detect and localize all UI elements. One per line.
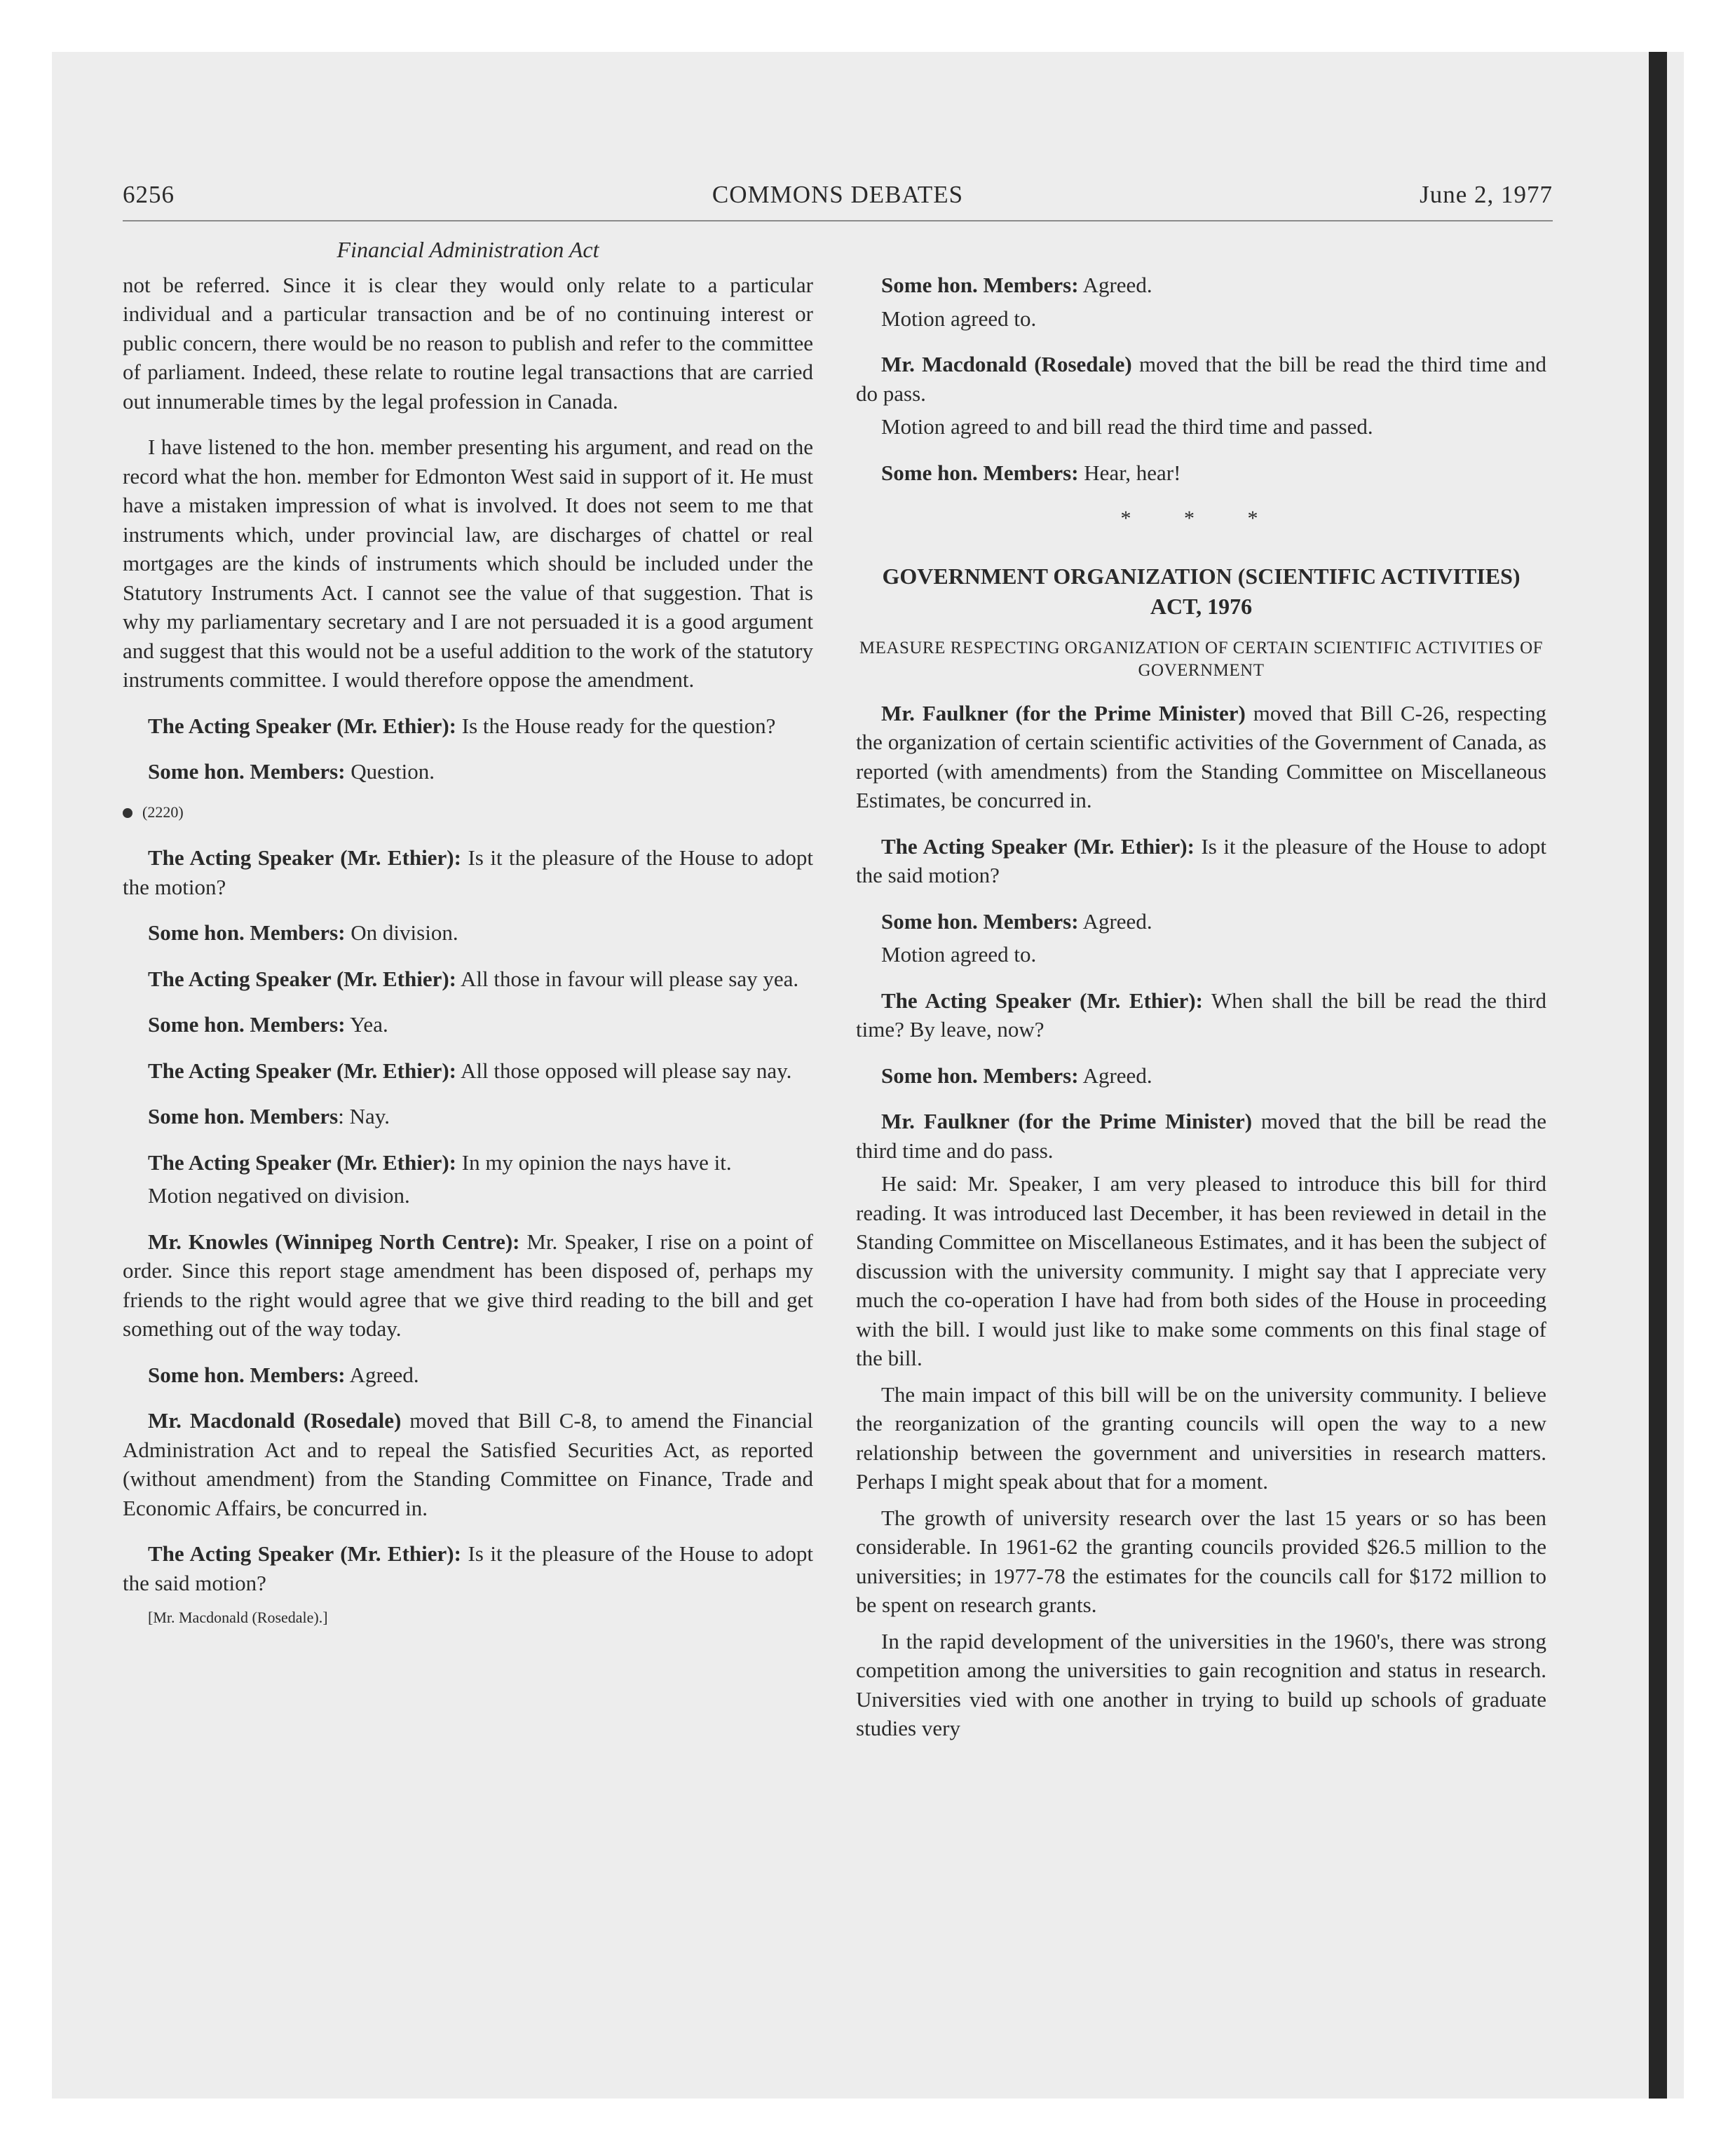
paragraph: I have listened to the hon. member presenting his argument, and read on the record what the hon. member for Edmonton West said in support of it. He must have a mistaken impression of what is involved. It does not seem to me that instruments which, under provincial law, are discharges of chattel or real mortgages are the kinds of instruments which should be included under the Statutory Instruments Act. I cannot see the value of that suggestion. That is why my parliamentary secretary and I are not persuaded it is a good argument and suggest that this would not be a useful addition to the work of the statutory instruments committee. I would therefore oppose the amendment. xyxy=(123,435,813,692)
speaker-name: Some hon. Members: xyxy=(148,920,346,945)
timestamp-text: (2220) xyxy=(142,803,184,821)
speaker-name: Some hon. Members: xyxy=(881,908,1079,934)
motion-result: Motion agreed to and bill read the third time and passed. xyxy=(881,414,1373,439)
page-number: 6256 xyxy=(123,181,175,208)
footnote: [Mr. Macdonald (Rosedale).] xyxy=(148,1609,328,1626)
speech-text: On division. xyxy=(345,920,458,945)
speech xyxy=(123,1360,813,1390)
speaker-name: Some hon. Members: xyxy=(148,759,346,784)
speaker-name: The Acting Speaker (Mr. Ethier): xyxy=(881,833,1195,859)
speaker-name: Mr. Faulkner (for the Prime Minister) xyxy=(881,700,1246,725)
speech-text: moved that the bill be read the third time and do pass. xyxy=(856,1109,1547,1163)
speech-text: Yea. xyxy=(345,1012,388,1037)
paragraph: The main impact of this bill will be on the university community. I believe the reorganization of the granting councils will open the way to a new relationship between the government and universities in research matters. Perhaps I might speak about that for a moment. xyxy=(856,1381,1546,1494)
speech-text: Question. xyxy=(345,759,435,784)
page-header xyxy=(123,181,1553,221)
speech-text: Is the House ready for the question? xyxy=(456,713,776,738)
speech-text: When shall the bill be read the third time? By leave, now? xyxy=(856,988,1546,1042)
speaker-name: The Acting Speaker (Mr. Ethier): xyxy=(148,1149,456,1175)
paragraph: He said: Mr. Speaker, I am very pleased to introduce this bill for third reading. It was introduced last December, it has been reviewed in detail in the Standing Committee on Miscellaneous Estimates, and it has been the subject of discussion with the university community. I might say that I appreciate very much the co-operation I have had from both sides of the House in proceeding with the bill. I would just like to make some comments on this final stage of the bill. xyxy=(856,1171,1546,1370)
speaker-name: The Acting Speaker (Mr. Ethier): xyxy=(881,988,1203,1013)
speech-text: All those opposed will please say nay. xyxy=(456,1058,792,1083)
speech xyxy=(123,918,813,948)
speech xyxy=(856,907,1546,936)
section-divider: * * * xyxy=(1120,507,1282,530)
speech xyxy=(123,1010,813,1039)
page-date: June 2, 1977 xyxy=(1420,181,1553,208)
speech-text: Agreed. xyxy=(1078,273,1152,297)
speaker-name: The Acting Speaker (Mr. Ethier): xyxy=(148,966,456,991)
speaker-name: The Acting Speaker (Mr. Ethier): xyxy=(148,713,456,738)
speaker-name: Mr. Faulkner (for the Prime Minister) xyxy=(881,1109,1253,1133)
speech xyxy=(123,1406,813,1522)
speech xyxy=(856,699,1546,815)
speech xyxy=(123,1227,813,1344)
right-column xyxy=(856,271,1546,1750)
publication-title: COMMONS DEBATES xyxy=(712,181,964,208)
section-subheading: MEASURE RESPECTING ORGANIZATION OF CERTAIN SCIENTIFIC ACTIVITIES OF GOVERNMENT xyxy=(859,638,1544,680)
speech-text: Is it the pleasure of the House to adopt the motion? xyxy=(123,845,813,899)
speech-text: Hear, hear! xyxy=(1078,460,1181,485)
speaker-name: Mr. Macdonald (Rosedale) xyxy=(881,352,1132,376)
speech-text: Is it the pleasure of the House to adopt the said motion? xyxy=(123,1541,813,1595)
speech xyxy=(123,1539,813,1597)
speech xyxy=(123,757,813,786)
paragraph: In the rapid development of the universities in the 1960's, there was strong competition among the universities to gain recognition and status in research. Universities vied with one another in trying to build up schools of graduate studies very xyxy=(856,1628,1546,1740)
speech-text: : Nay. xyxy=(338,1104,390,1128)
paragraph: not be referred. Since it is clear they would only relate to a particular individual and a particular transaction and be of no continuing interest or public concern, there would be no reason to publish and refer to the committee of parliament. Indeed, these relate to routine legal transactions that are carried out innumerable times by the legal profession in Canada. xyxy=(123,272,813,414)
speaker-name: Some hon. Members xyxy=(148,1104,339,1128)
paragraph: The growth of university research over the last 15 years or so has been considerable. In 1961-62 the granting councils provided $26.5 million to the universities; in 1977-78 the estimates for the councils call for $172 million to be spent on research grants. xyxy=(856,1505,1546,1617)
speaker-name: Some hon. Members: xyxy=(148,1362,346,1387)
speaker-name: The Acting Speaker (Mr. Ethier): xyxy=(148,1058,456,1083)
speech xyxy=(123,711,813,741)
bullet-icon xyxy=(123,808,132,818)
speech xyxy=(856,1107,1546,1165)
scan-edge-bar xyxy=(1649,52,1667,2099)
timestamp-marker xyxy=(123,798,813,827)
speech xyxy=(123,1056,813,1086)
speech xyxy=(123,843,813,901)
speech xyxy=(856,1061,1546,1091)
speech xyxy=(856,832,1546,890)
section-heading: GOVERNMENT ORGANIZATION (SCIENTIFIC ACTIVITIES) ACT, 1976 xyxy=(882,563,1520,619)
speaker-name: Some hon. Members: xyxy=(148,1012,346,1037)
speech-text: All those in favour will please say yea. xyxy=(456,966,799,991)
speech-text: Is it the pleasure of the House to adopt the said motion? xyxy=(856,833,1546,887)
speech-text: Mr. Speaker, I rise on a point of order. Since this report stage amendment has been disposed of, perhaps my friends to the right would agree that we give third reading to the bill and get something out of the way today. xyxy=(123,1229,813,1341)
speech xyxy=(123,1148,813,1178)
motion-result: Motion agreed to. xyxy=(881,942,1037,967)
speech xyxy=(856,986,1546,1044)
speech xyxy=(856,350,1546,408)
speaker-name: Some hon. Members: xyxy=(881,273,1079,297)
speech-text: Agreed. xyxy=(1078,1063,1152,1088)
speech-text: Agreed. xyxy=(345,1362,419,1387)
speech-text: Agreed. xyxy=(1078,908,1152,934)
speech xyxy=(123,964,813,994)
speech xyxy=(856,458,1546,488)
speaker-name: The Acting Speaker (Mr. Ethier): xyxy=(148,1541,461,1566)
left-column xyxy=(123,236,813,1632)
speech-text: In my opinion the nays have it. xyxy=(456,1149,732,1175)
speaker-name: Some hon. Members: xyxy=(881,460,1079,485)
speaker-name: Some hon. Members: xyxy=(881,1063,1079,1088)
motion-result: Motion negatived on division. xyxy=(148,1183,410,1208)
speech-text: moved that Bill C-8, to amend the Financial Administration Act and to repeal the Satisfied Securities Act, as reported (without amendment) from the Standing Committee on Finance, Trade and Economic Affairs, be concurred in. xyxy=(123,1408,813,1520)
speaker-name: The Acting Speaker (Mr. Ethier): xyxy=(148,845,461,870)
speech-text: moved that the bill be read the third time and do pass. xyxy=(856,352,1546,406)
running-title: Financial Administration Act xyxy=(336,237,599,262)
speech-text: moved that Bill C-26, respecting the organization of certain scientific activities of the Government of Canada, as reported (with amendments) from the Standing Committee on Miscellaneous Estimates, be concurred in. xyxy=(856,700,1546,812)
speech xyxy=(123,1102,813,1131)
speaker-name: Mr. Macdonald (Rosedale) xyxy=(148,1408,402,1433)
motion-result: Motion agreed to. xyxy=(881,306,1037,331)
speaker-name: Mr. Knowles (Winnipeg North Centre): xyxy=(148,1229,520,1254)
speech xyxy=(856,271,1546,300)
